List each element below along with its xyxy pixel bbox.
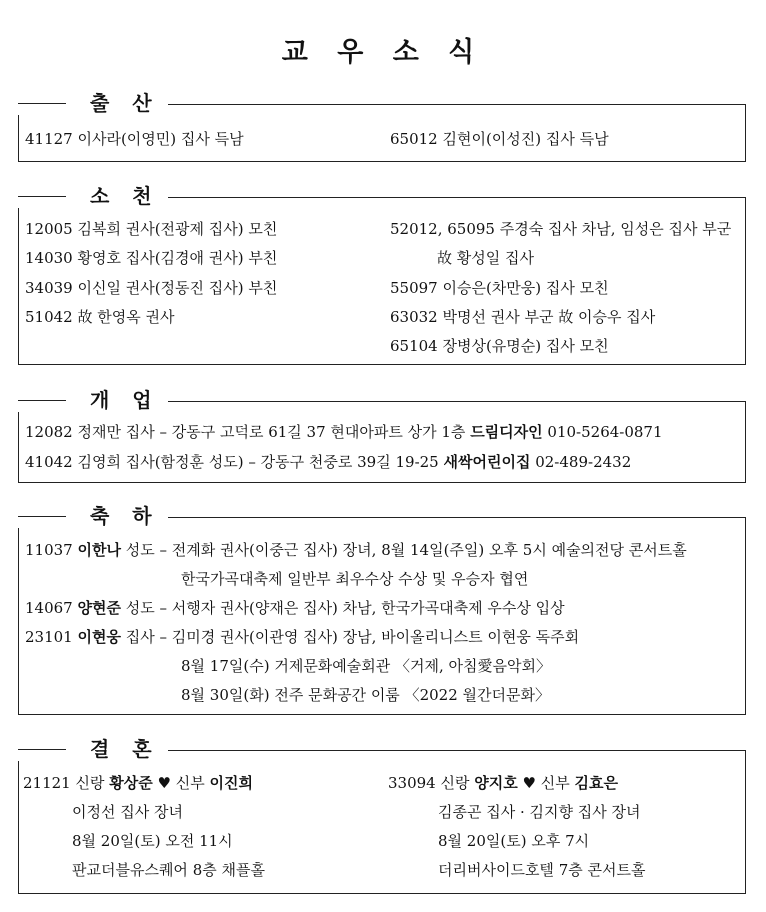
item-text: 41042 김영희 집사(함정훈 성도) – 강동구 천중로 39길 19-25 <box>25 453 444 471</box>
item-number: 21121 <box>23 774 71 792</box>
list-item <box>25 598 565 618</box>
heading-passing: 소 천 <box>90 184 160 208</box>
list-item: 8월 30일(화) 전주 문화공간 이룸 〈2022 월간더문화〉 <box>181 686 550 704</box>
list-item: 12005 김복희 권사(전광제 집사) 모친 <box>25 220 278 238</box>
section-heading <box>18 386 168 412</box>
section-opening <box>18 388 746 483</box>
heart-icon: ♥ <box>522 774 536 792</box>
item-number: 23101 <box>25 628 78 646</box>
section-wedding <box>18 737 746 894</box>
business-name: 새싹어린이집 <box>443 453 531 471</box>
person-name: 이한나 <box>77 541 121 559</box>
list-item: 41127 이사라(이영민) 집사 득남 <box>25 130 244 148</box>
list-item: 故 황성일 집사 <box>437 249 534 267</box>
wedding-couple-right <box>388 773 618 793</box>
person-name: 양현준 <box>77 599 121 617</box>
item-text: 12082 정재만 집사 – 강동구 고덕로 61길 37 현대아파트 상가 1층 <box>25 423 471 441</box>
section-heading <box>18 89 168 115</box>
wedding-detail: 이정선 집사 장녀 <box>72 803 183 821</box>
heading-rule <box>18 400 66 401</box>
section-heading <box>18 735 168 761</box>
wedding-detail: 더리버사이드호텔 7층 콘서트홀 <box>438 861 646 879</box>
wedding-detail: 8월 20일(토) 오후 7시 <box>438 832 590 850</box>
list-item: 63032 박명선 권사 부군 故 이승우 집사 <box>390 308 656 326</box>
groom-name: 양지호 <box>474 774 518 792</box>
heading-opening: 개 업 <box>90 388 160 412</box>
wedding-detail: 판교더블유스퀘어 8층 채플홀 <box>72 861 265 879</box>
heading-rule <box>18 516 66 517</box>
heart-icon: ♥ <box>157 774 171 792</box>
list-item: 34039 이신일 권사(정동진 집사) 부친 <box>25 279 278 297</box>
item-text: 성도 – 전계화 권사(이중근 집사) 장녀, 8월 14일(주일) 오후 5시 예술의전당 콘서트홀 <box>120 541 687 559</box>
item-number: 14067 <box>25 599 78 617</box>
section-birth <box>18 91 746 162</box>
phone-number: 02-489-2432 <box>530 453 632 471</box>
page-title: 교 우 소 식 <box>281 37 485 68</box>
list-item: 55097 이승은(차만웅) 집사 모친 <box>390 279 609 297</box>
list-item <box>25 452 631 472</box>
item-text: 집사 – 김미경 권사(이관영 집사) 장남, 바이올리니스트 이현웅 독주회 <box>120 628 580 646</box>
person-name: 이현웅 <box>77 628 121 646</box>
bride-label: 신부 <box>175 774 205 792</box>
bride-name: 김효은 <box>574 774 619 792</box>
business-name: 드림디자인 <box>470 423 543 441</box>
wedding-detail: 8월 20일(토) 오전 11시 <box>72 832 233 850</box>
item-number: 33094 <box>388 774 436 792</box>
list-item <box>25 627 579 647</box>
heading-wedding: 결 혼 <box>90 737 160 761</box>
heading-rule <box>18 749 66 750</box>
heading-rule <box>18 103 66 104</box>
list-item: 65104 장병상(유명순) 집사 모친 <box>390 337 609 355</box>
list-item: 65012 김현이(이성진) 집사 득남 <box>390 130 609 148</box>
groom-name: 황상준 <box>109 774 153 792</box>
heading-rule <box>18 196 66 197</box>
heading-congrats: 축 하 <box>90 504 160 528</box>
bride-label: 신부 <box>540 774 570 792</box>
section-heading <box>18 502 168 528</box>
phone-number: 010-5264-0871 <box>542 423 663 441</box>
list-item <box>25 422 663 442</box>
bride-name: 이진희 <box>209 774 254 792</box>
groom-label: 신랑 <box>440 774 470 792</box>
groom-label: 신랑 <box>75 774 105 792</box>
section-congrats <box>18 504 746 715</box>
wedding-detail: 김종곤 집사 · 김지향 집사 장녀 <box>438 803 641 821</box>
list-item: 52012, 65095 주경숙 집사 차남, 임성은 집사 부군 <box>390 220 732 238</box>
list-item <box>25 540 687 560</box>
section-heading <box>18 182 168 208</box>
item-number: 11037 <box>25 541 78 559</box>
list-item: 8월 17일(수) 거제문화예술회관 〈거제, 아침愛음악회〉 <box>181 657 551 675</box>
list-item: 51042 故 한영옥 권사 <box>25 308 175 326</box>
heading-birth: 출 산 <box>90 91 160 115</box>
item-text: 성도 – 서행자 권사(양재은 집사) 차남, 한국가곡대축제 우수상 입상 <box>120 599 565 617</box>
wedding-couple-left <box>23 773 253 793</box>
section-passing <box>18 184 746 365</box>
list-item: 한국가곡대축제 일반부 최우수상 수상 및 우승자 협연 <box>181 570 529 588</box>
list-item: 14030 황영호 집사(김경애 권사) 부친 <box>25 249 278 267</box>
